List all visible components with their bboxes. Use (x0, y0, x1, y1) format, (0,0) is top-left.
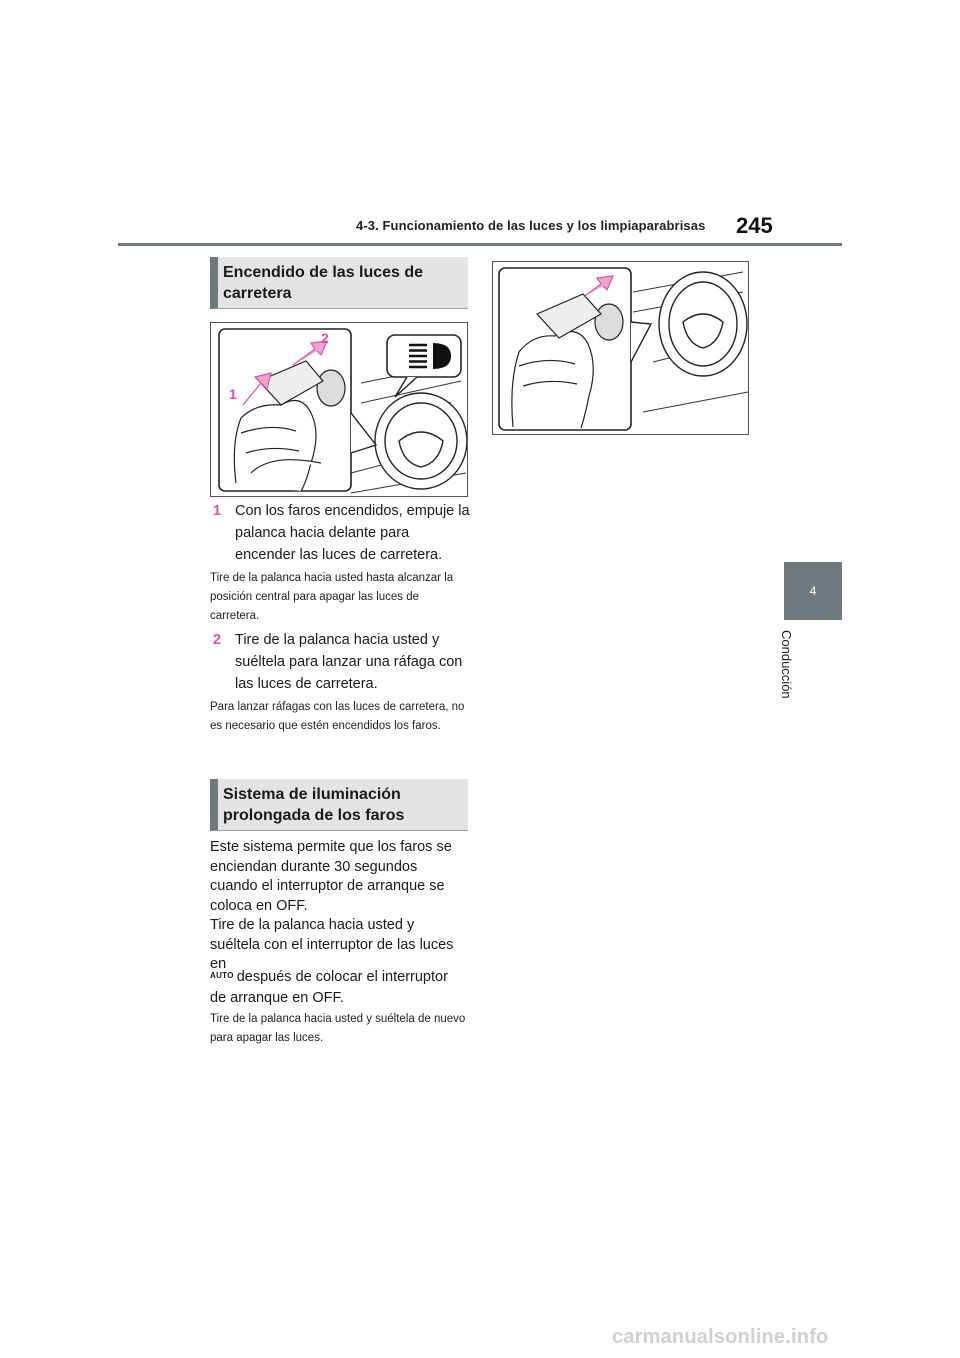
auto-light-icon: AUTO (210, 971, 234, 980)
step-2-number: 2 (213, 632, 222, 648)
page-number: 245 (736, 213, 773, 238)
chapter-tab-label: Conducción (779, 630, 794, 699)
callout-2: 2 (321, 330, 329, 346)
step-1-text: Con los faros encendidos, empuje la palanca hacia delante para encender las luces de carretera. (235, 503, 470, 563)
callout-1: 1 (229, 386, 237, 402)
step-1 (213, 500, 471, 566)
watermark: carmanualsonline.info (612, 1326, 829, 1348)
paragraph-2-continued (210, 965, 468, 1009)
paragraph-2-continued-text: después de colocar el interruptor de arranque en OFF. (210, 969, 448, 1006)
note-3: Tire de la palanca hacia usted y suéltela de nuevo para apagar las luces. (210, 1013, 466, 1044)
step-2 (213, 629, 471, 695)
section-heading-high-beams: Encendido de las luces de carretera (210, 257, 468, 309)
section-heading-extended-lighting: Sistema de iluminación prolongada de los faros (210, 779, 468, 831)
header-divider (118, 243, 842, 246)
chapter-tab[interactable] (784, 562, 842, 620)
chapter-tab-number: 4 (809, 584, 817, 598)
step-2-text: Tire de la palanca hacia usted y suéltela para lanzar una ráfaga con las luces de carretera. (235, 632, 463, 692)
paragraph-2: Tire de la palanca hacia usted y suéltela con el interruptor de las luces en (210, 917, 454, 972)
step-1-number: 1 (213, 503, 222, 519)
paragraph-1: Este sistema permite que los faros se enciendan durante 30 segundos cuando el interruptor de arranque se coloca en OFF. (210, 839, 452, 914)
chapter-section-title: 4-3. Funcionamiento de las luces y los limpiaparabrisas (356, 218, 706, 233)
note-1: Tire de la palanca hacia usted hasta alcanzar la posición central para apagar las luces de carretera. (210, 572, 454, 622)
flash-lever-illustration (493, 262, 748, 434)
lever-illustration (211, 323, 467, 496)
figure-high-beam-lever (210, 322, 468, 497)
note-2: Para lanzar ráfagas con las luces de carretera, no es necesario que estén encendidos los faros. (210, 701, 465, 732)
figure-flash-lever (492, 261, 749, 435)
